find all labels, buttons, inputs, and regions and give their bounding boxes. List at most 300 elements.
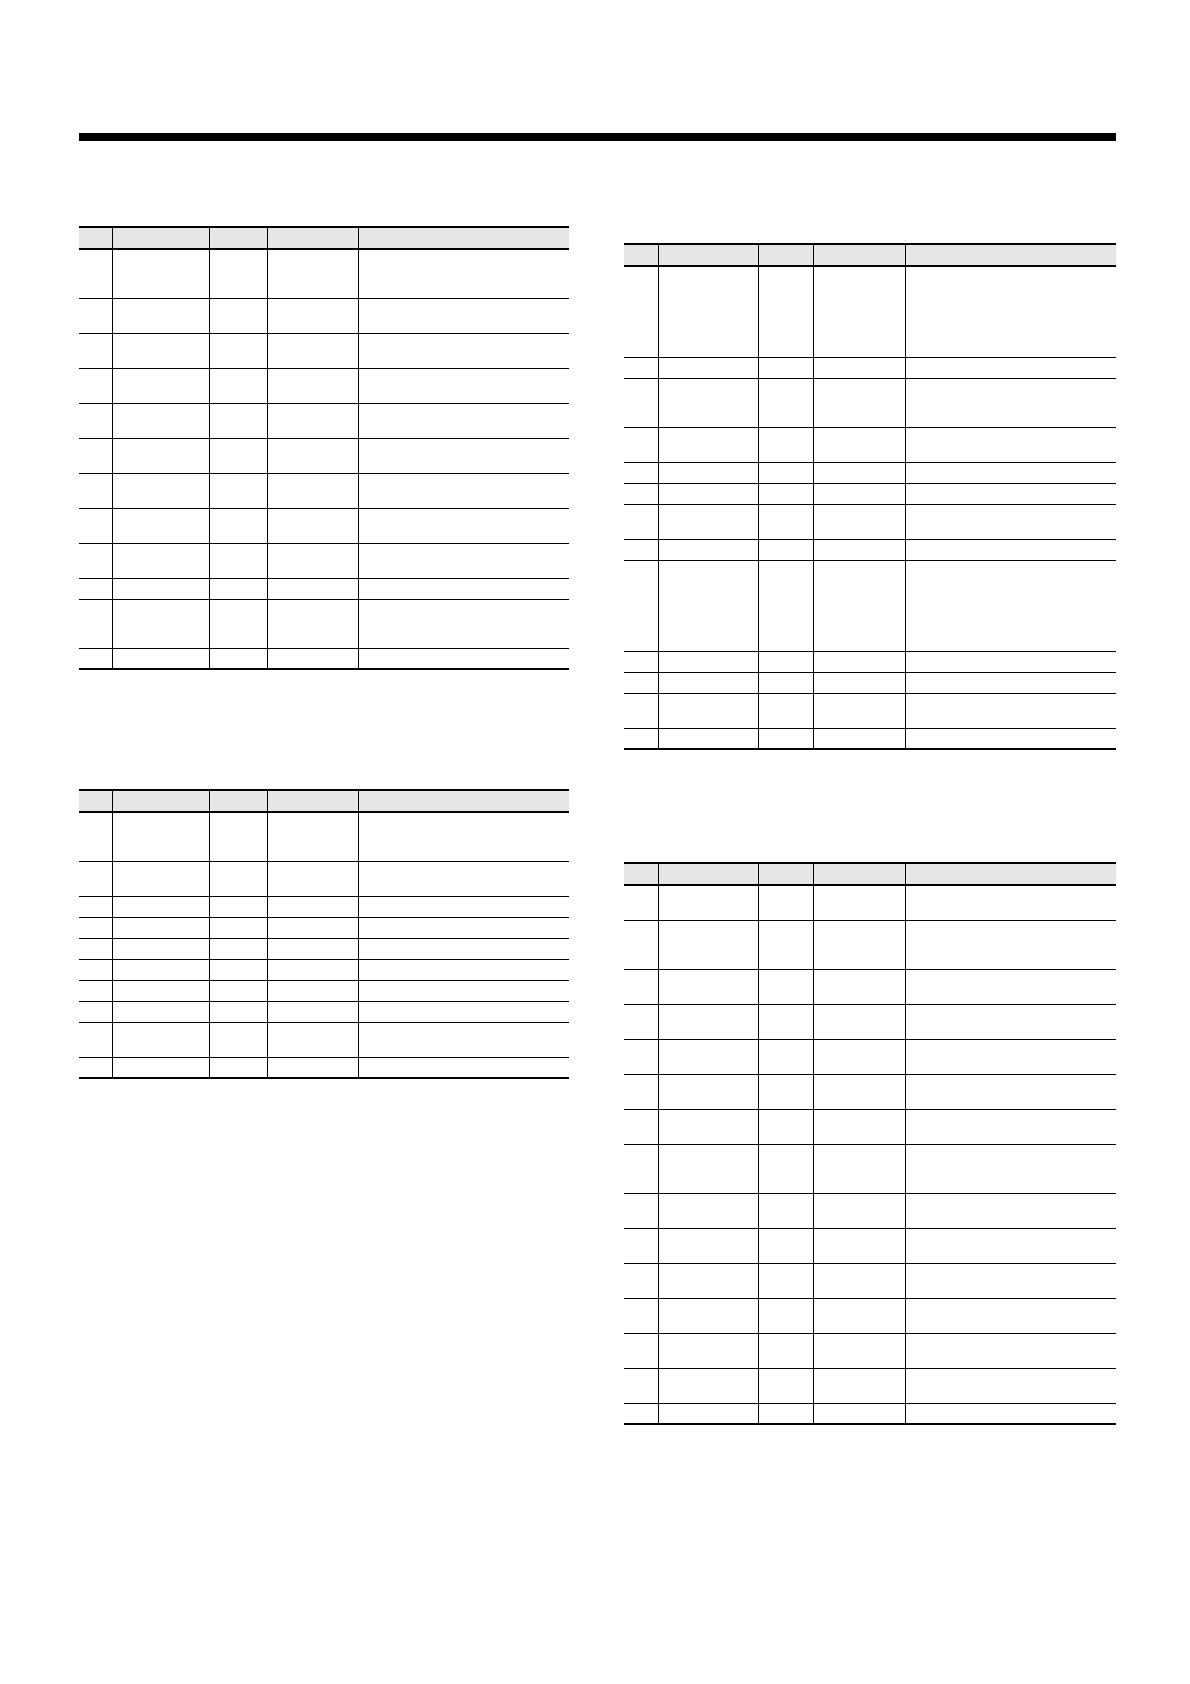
table-cell <box>758 539 813 560</box>
table-row <box>624 266 1116 357</box>
table-cell <box>905 1074 1116 1109</box>
table-cell <box>79 896 112 917</box>
table-cell <box>209 938 267 959</box>
table-cell <box>813 969 905 1004</box>
table-cell <box>658 672 758 693</box>
table-cell <box>267 938 358 959</box>
table-cell <box>905 504 1116 539</box>
table-cell <box>658 969 758 1004</box>
table-cell <box>624 483 658 504</box>
table-cell <box>905 560 1116 651</box>
table-row <box>624 1228 1116 1263</box>
table-cell <box>758 920 813 969</box>
table-cell <box>358 812 569 861</box>
table-cell <box>358 1001 569 1022</box>
table-cell <box>209 648 267 669</box>
column-header <box>658 863 758 885</box>
table-row <box>624 728 1116 749</box>
table-cell <box>79 438 112 473</box>
table-cell <box>758 504 813 539</box>
table-cell <box>112 438 209 473</box>
table-cell <box>813 1333 905 1368</box>
table-cell <box>209 812 267 861</box>
table-cell <box>209 1022 267 1057</box>
table-row <box>624 1109 1116 1144</box>
table-cell <box>624 427 658 462</box>
table-cell <box>358 938 569 959</box>
column-header <box>905 244 1116 266</box>
column-header <box>905 863 1116 885</box>
table-cell <box>624 1403 658 1424</box>
table-cell <box>209 333 267 368</box>
table-cell <box>813 651 905 672</box>
table-cell <box>658 693 758 728</box>
table-cell <box>658 920 758 969</box>
table-cell <box>79 1057 112 1078</box>
table-cell <box>358 599 569 648</box>
table-cell <box>905 1109 1116 1144</box>
table-cell <box>624 693 658 728</box>
table-cell <box>758 1403 813 1424</box>
table-cell <box>758 1228 813 1263</box>
table-row <box>79 1022 569 1057</box>
table-cell <box>267 368 358 403</box>
table-cell <box>624 1368 658 1403</box>
table-row <box>79 473 569 508</box>
table-cell <box>758 885 813 920</box>
table-cell <box>813 1228 905 1263</box>
table-row <box>79 1057 569 1078</box>
table-cell <box>112 1057 209 1078</box>
table-header-row <box>79 227 569 249</box>
table-cell <box>624 266 658 357</box>
table-cell <box>658 427 758 462</box>
table-cell <box>358 438 569 473</box>
table-cell <box>758 378 813 427</box>
table-cell <box>79 812 112 861</box>
table-cell <box>758 672 813 693</box>
table-cell <box>112 473 209 508</box>
column-header <box>624 244 658 266</box>
table-cell <box>813 1263 905 1298</box>
table-cell <box>358 508 569 543</box>
table-cell <box>358 368 569 403</box>
table-cell <box>209 980 267 1001</box>
parameter-table-3 <box>624 243 1116 750</box>
table-cell <box>813 483 905 504</box>
table-row <box>624 560 1116 651</box>
column-header <box>79 227 112 249</box>
table-row <box>79 938 569 959</box>
table-cell <box>905 462 1116 483</box>
table-row <box>624 1004 1116 1039</box>
table-cell <box>758 1074 813 1109</box>
table-header-row <box>624 244 1116 266</box>
table-cell <box>79 298 112 333</box>
table-row <box>79 648 569 669</box>
table-cell <box>813 1039 905 1074</box>
table-cell <box>624 1193 658 1228</box>
table-cell <box>905 885 1116 920</box>
table-cell <box>267 917 358 938</box>
table-cell <box>112 403 209 438</box>
table-cell <box>112 599 209 648</box>
table-cell <box>79 508 112 543</box>
table-cell <box>358 1022 569 1057</box>
table-cell <box>658 1144 758 1193</box>
table-cell <box>905 1333 1116 1368</box>
table-row <box>624 1333 1116 1368</box>
table-cell <box>905 651 1116 672</box>
column-header <box>813 244 905 266</box>
table-row <box>624 1403 1116 1424</box>
table-row <box>624 1074 1116 1109</box>
table-cell <box>905 427 1116 462</box>
table-row <box>79 599 569 648</box>
table-cell <box>209 599 267 648</box>
table-cell <box>209 298 267 333</box>
table-cell <box>358 959 569 980</box>
table-row <box>79 543 569 578</box>
table-cell <box>624 1228 658 1263</box>
table-cell <box>758 266 813 357</box>
table-cell <box>624 1074 658 1109</box>
table-cell <box>267 861 358 896</box>
table-row <box>79 812 569 861</box>
table-cell <box>905 483 1116 504</box>
table-cell <box>79 917 112 938</box>
table-cell <box>209 896 267 917</box>
table-row <box>79 368 569 403</box>
table-cell <box>267 403 358 438</box>
column-header <box>209 227 267 249</box>
table-cell <box>79 249 112 298</box>
table-cell <box>209 861 267 896</box>
table-cell <box>658 651 758 672</box>
table-cell <box>658 1004 758 1039</box>
column-header <box>658 244 758 266</box>
table-cell <box>624 357 658 378</box>
table-cell <box>209 917 267 938</box>
table-cell <box>358 861 569 896</box>
column-header <box>624 863 658 885</box>
table-cell <box>658 1074 758 1109</box>
table-cell <box>813 560 905 651</box>
parameter-table-1 <box>79 226 569 670</box>
table-cell <box>658 539 758 560</box>
table-cell <box>658 1039 758 1074</box>
table-cell <box>79 333 112 368</box>
header-rule <box>79 133 1116 141</box>
table-cell <box>813 1368 905 1403</box>
table-cell <box>209 508 267 543</box>
table-cell <box>905 378 1116 427</box>
table-cell <box>758 427 813 462</box>
table-cell <box>624 885 658 920</box>
table-cell <box>112 917 209 938</box>
table-cell <box>624 504 658 539</box>
table-cell <box>658 560 758 651</box>
table-header-row <box>79 790 569 812</box>
table-cell <box>79 959 112 980</box>
table-row <box>624 357 1116 378</box>
table-cell <box>79 578 112 599</box>
table-row <box>624 1368 1116 1403</box>
table-cell <box>813 693 905 728</box>
table-cell <box>813 1298 905 1333</box>
table-cell <box>905 693 1116 728</box>
table-cell <box>658 483 758 504</box>
table-cell <box>813 885 905 920</box>
table-cell <box>658 1333 758 1368</box>
table-row <box>624 1298 1116 1333</box>
table-cell <box>112 1001 209 1022</box>
table-cell <box>624 539 658 560</box>
column-header <box>112 227 209 249</box>
table-cell <box>658 885 758 920</box>
table-cell <box>624 1109 658 1144</box>
table-cell <box>813 1074 905 1109</box>
table-cell <box>758 357 813 378</box>
table-cell <box>905 1144 1116 1193</box>
table-cell <box>358 543 569 578</box>
table-cell <box>358 917 569 938</box>
table-cell <box>658 1368 758 1403</box>
table-cell <box>112 861 209 896</box>
table-cell <box>813 1109 905 1144</box>
table-cell <box>758 1263 813 1298</box>
table-row <box>79 508 569 543</box>
table-cell <box>267 896 358 917</box>
table-cell <box>624 728 658 749</box>
table-cell <box>267 298 358 333</box>
table-cell <box>905 969 1116 1004</box>
column-header <box>758 863 813 885</box>
table-cell <box>79 938 112 959</box>
table-row <box>79 959 569 980</box>
table-cell <box>624 651 658 672</box>
column-header <box>267 790 358 812</box>
table-cell <box>358 403 569 438</box>
table-cell <box>112 578 209 599</box>
table-cell <box>658 357 758 378</box>
table-cell <box>905 539 1116 560</box>
table-cell <box>112 812 209 861</box>
table-row <box>79 578 569 599</box>
table-row <box>624 483 1116 504</box>
table-cell <box>209 438 267 473</box>
table-cell <box>758 560 813 651</box>
table-row <box>79 438 569 473</box>
table-cell <box>358 249 569 298</box>
table-cell <box>658 266 758 357</box>
table-cell <box>79 473 112 508</box>
table-cell <box>209 249 267 298</box>
table-cell <box>658 1403 758 1424</box>
table-cell <box>658 1109 758 1144</box>
table-cell <box>209 368 267 403</box>
table-cell <box>209 403 267 438</box>
table-cell <box>112 543 209 578</box>
column-header <box>358 790 569 812</box>
table-cell <box>79 543 112 578</box>
table-cell <box>624 1263 658 1298</box>
table-cell <box>267 438 358 473</box>
table-cell <box>358 1057 569 1078</box>
table-row <box>624 1193 1116 1228</box>
table-cell <box>267 1022 358 1057</box>
table-cell <box>658 378 758 427</box>
table-cell <box>905 920 1116 969</box>
table-cell <box>79 980 112 1001</box>
table-cell <box>267 599 358 648</box>
table-row <box>79 403 569 438</box>
table-cell <box>624 1039 658 1074</box>
table-cell <box>267 1057 358 1078</box>
table-cell <box>112 333 209 368</box>
table-cell <box>813 1144 905 1193</box>
column-header <box>112 790 209 812</box>
table-cell <box>905 1228 1116 1263</box>
table-cell <box>112 648 209 669</box>
table-cell <box>758 483 813 504</box>
column-header <box>758 244 813 266</box>
table-row <box>624 651 1116 672</box>
table-cell <box>112 508 209 543</box>
table-cell <box>658 1193 758 1228</box>
table-cell <box>905 266 1116 357</box>
table-cell <box>813 427 905 462</box>
table-cell <box>79 368 112 403</box>
table-cell <box>758 969 813 1004</box>
table-cell <box>813 672 905 693</box>
table-cell <box>79 1022 112 1057</box>
table-cell <box>658 462 758 483</box>
table-cell <box>624 378 658 427</box>
table-cell <box>267 648 358 669</box>
table-cell <box>624 1333 658 1368</box>
table-cell <box>209 578 267 599</box>
table-cell <box>905 1193 1116 1228</box>
table-row <box>79 917 569 938</box>
table-row <box>624 969 1116 1004</box>
table-cell <box>658 1263 758 1298</box>
table-cell <box>658 1228 758 1263</box>
table-cell <box>658 728 758 749</box>
table-row <box>79 861 569 896</box>
table-cell <box>813 266 905 357</box>
table-cell <box>267 333 358 368</box>
table-cell <box>813 504 905 539</box>
table-row <box>79 333 569 368</box>
table-row <box>79 249 569 298</box>
column-header <box>267 227 358 249</box>
table-cell <box>813 1193 905 1228</box>
table-cell <box>79 648 112 669</box>
table-cell <box>813 357 905 378</box>
table-cell <box>758 693 813 728</box>
table-row <box>624 1039 1116 1074</box>
table-cell <box>758 1004 813 1039</box>
table-cell <box>112 980 209 1001</box>
table-cell <box>112 1022 209 1057</box>
table-cell <box>267 249 358 298</box>
table-row <box>624 539 1116 560</box>
table-cell <box>79 599 112 648</box>
table-row <box>624 672 1116 693</box>
table-cell <box>758 1144 813 1193</box>
table-cell <box>905 1403 1116 1424</box>
table-row <box>79 980 569 1001</box>
column-header <box>79 790 112 812</box>
table-cell <box>209 473 267 508</box>
table-cell <box>758 651 813 672</box>
table-cell <box>758 1298 813 1333</box>
table-cell <box>905 1298 1116 1333</box>
table-cell <box>624 969 658 1004</box>
table-cell <box>813 539 905 560</box>
parameter-table-2 <box>79 789 569 1079</box>
table-cell <box>624 560 658 651</box>
table-cell <box>358 473 569 508</box>
table-cell <box>624 1004 658 1039</box>
column-header <box>813 863 905 885</box>
table-row <box>79 896 569 917</box>
table-cell <box>624 1298 658 1333</box>
table-header-row <box>624 863 1116 885</box>
table-row <box>624 693 1116 728</box>
table-row <box>624 920 1116 969</box>
table-cell <box>658 504 758 539</box>
table-cell <box>79 1001 112 1022</box>
table-cell <box>813 462 905 483</box>
table-cell <box>112 938 209 959</box>
table-cell <box>79 861 112 896</box>
table-cell <box>267 959 358 980</box>
table-cell <box>813 1403 905 1424</box>
table-cell <box>758 1109 813 1144</box>
table-cell <box>112 896 209 917</box>
table-cell <box>758 1333 813 1368</box>
table-cell <box>905 1263 1116 1298</box>
table-cell <box>813 728 905 749</box>
table-cell <box>209 1001 267 1022</box>
table-row <box>624 427 1116 462</box>
table-cell <box>267 508 358 543</box>
table-cell <box>758 1193 813 1228</box>
table-cell <box>358 648 569 669</box>
table-cell <box>112 959 209 980</box>
table-cell <box>358 578 569 599</box>
table-cell <box>209 543 267 578</box>
table-cell <box>209 1057 267 1078</box>
table-row <box>79 298 569 333</box>
table-cell <box>758 462 813 483</box>
parameter-table-4 <box>624 862 1116 1425</box>
table-cell <box>112 249 209 298</box>
table-cell <box>358 298 569 333</box>
table-cell <box>624 920 658 969</box>
table-cell <box>209 959 267 980</box>
table-cell <box>112 368 209 403</box>
table-cell <box>905 357 1116 378</box>
table-cell <box>267 543 358 578</box>
table-cell <box>624 672 658 693</box>
table-cell <box>267 812 358 861</box>
table-cell <box>658 1298 758 1333</box>
table-row <box>624 504 1116 539</box>
table-cell <box>358 333 569 368</box>
